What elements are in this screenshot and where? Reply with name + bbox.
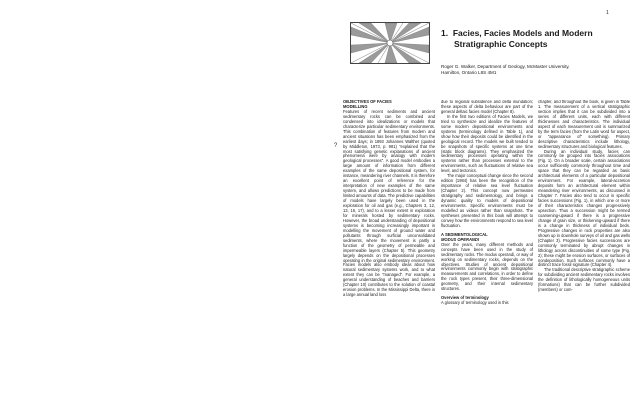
paragraph: Over the years, many different methods and concepts have been used in the study of sedimentary rocks. The modus operandi, or way of working on sedimentary rocks, depends on the objectives. Studies of ancient depositional environments commonly begin with stratigraphic measurements and correlations, in order to define the rock types present, their three-dimensional geometry, and their internal sedimentary structures.: [441, 241, 533, 292]
paragraph: chapter, and throughout the book, is given in Table 1. The measurement of a vertical stratigraphic section implies that it can be subdivided into a series of different units, each with different thicknesses and characteristics. The individual aspect of each measurement unit is summarized by the term facies (from the Latin word for aspect, or "appearance of" something). Primary descriptive characteristics include lithology, sedimentary structures and biological features.: [538, 100, 630, 149]
page-number: 1: [606, 10, 609, 16]
text-column-2: [441, 100, 533, 405]
author-line2: Hamilton, Ontario L8S 4M1: [441, 70, 497, 75]
paragraph: During an individual study, facies can commonly be grouped into facies associations (Fig. 1). On a broader scale, certain associations occur sufficiently commonly throughout time and space that they can be regarded as basic architectural elements of a particular depositional environment. For example, lateral-accretion deposits form an architectural element within meandering river environments, as discussed in Chapter 7. Facies also tend to occur in specific facies successions (Fig. 1), in which one or more of their characteristics changes progressively upsection. Thus a succession might be termed coarsening-upward if there is a progressive change of grain size, or thickening-upward if there is a change in thickness of individual beds. Progressive changes in rock properties are also shown up in downhole surveys of oil and gas wells (Chapter 3). Progressive facies successions are commonly terminated by abrupt changes in lithology across discontinuities of some type (Fig. 2); these might be erosion surfaces, or surfaces of nondeposition. Such surfaces commonly have a distinct trace fossil signature (Chapter 4).: [538, 148, 630, 268]
section-heading-objectives-line1: OBJECTIVES OF FACIES: [343, 100, 392, 104]
paragraph: The traditional descriptive stratigraphic scheme for subdividing ancient sedimentary rocks involves the definition of lithologically homogeneous units (formations) that can be further subdivided (members) or com-: [538, 267, 630, 293]
author-affiliation: [441, 64, 631, 76]
section-heading-modus-line2: MODUS OPERANDI: [441, 236, 479, 242]
paragraph: The major conceptual change since the second edition (1984) has been the recognition of the importance of relative sea level fluctuation (Chapter 2). This concept now permeates stratigraphy and sedimentology, and brings a dynamic quality to models of depositional environments. Specific environments must be modelled as videos rather than snapshots. The syntheses presented in this book will attempt to convey how the environments respond to sea level fluctuation.: [441, 173, 533, 228]
chapter-title: [441, 28, 621, 50]
paragraph: Features of recent sediments and ancient sedimentary rocks can be combined and condensed into idealizations or models that characterize particular sedimentary environments. This combination of features from modern and ancient situations has been emphasized from the earliest days; in 1893 Johannes Walther (quoted by Middleton, 1973, p. 981) "explained that the most satisfying genetic explanations of ancient phenomena were by analogy with modern geological processes". A good model embodies a large amount of information from different examples of the same depositional system, for instance, meandering river channels. It is therefore an excellent point of reference for the interpretation of new examples of the same system, and allows predictions to be made from limited amounts of data. The predictive capabilities of models have largely been used in the exploration for oil and gas (e.g., Chapters 3, 12, 13, 16, 17), and to a lesser extent in exploration for minerals hosted by sedimentary rocks. However, the broad understanding of depositional systems is becoming increasingly important in modelling the movement of ground water and pollutants through surficial unconsolidated sediments, where the movement is partly a function of the geometry of permeable and impermeable layers (Chapter 5). This geometry largely depends on the depositional processes operating in the original sedimentary environment. Facies models also embody ideas about how natural sedimentary systems work, and to what extent they can be "managed". For example, a general understanding of beaches and barriers (Chapter 10) contributes to the solution of coastal erosion problems. In the Mississippi Delta, there is a large annual land loss: [343, 108, 435, 298]
chapter-logo: [350, 22, 430, 64]
section-heading-objectives-line2: MODELLING: [343, 103, 368, 109]
text-column-3: [538, 100, 630, 405]
paragraph: In the first two editions of Facies Models, we tried to synthesize and idealize the features of some modern depositional environments and systems (terminology defined in Table 1), and show how their deposits could be identified in the geological record. The models we built tended to be snapshots of specific systems at one time (static block diagrams). They emphasized the sedimentary processes operating within the systems rather than processes external to the environments, such as fluctuations of relative sea level, and tectonics.: [441, 113, 533, 174]
subsection-heading-terminology: Overview of terminology: [441, 295, 489, 301]
chapter-number: 1.: [441, 28, 449, 38]
paragraph: due to regional subsidence and delta inundation; these aspects of delta behaviour are part of the general deltaic facies model (Chapter 8).: [441, 100, 533, 114]
chapter-title-line2: Stratigraphic Concepts: [454, 39, 548, 49]
text-column-1: [343, 100, 435, 405]
section-heading-modus-line1: A SEDIMENTOLOGICAL: [441, 231, 488, 237]
author-line1: Roger G. Walker, Department of Geology, McMaster University,: [441, 64, 570, 69]
paragraph: A glossary of terminology used in this: [441, 300, 509, 306]
margin-annotation: ?: [334, 143, 338, 149]
chapter-title-line1: Facies, Facies Models and Modern: [452, 28, 593, 38]
faceted-pinwheel-logo-icon: [351, 23, 429, 63]
